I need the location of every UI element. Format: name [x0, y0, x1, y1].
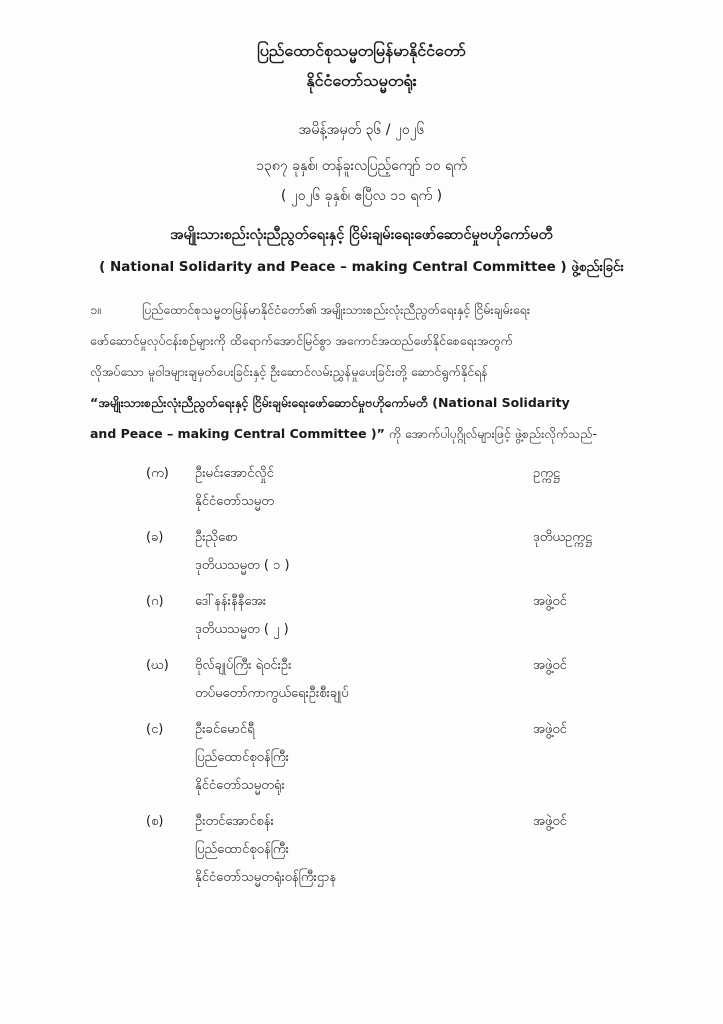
order-title-english: ( National Solidarity and Peace – making Central Committee ) ဖွဲ့စည်းခြင်း — [99, 259, 624, 275]
member-name: ဗိုလ်ချုပ်ကြီး ရဲဝင်းဦး — [195, 658, 292, 673]
member-role: အဖွဲ့ဝင် — [533, 658, 567, 673]
order-date-gregorian: ( ၂၀၂၆ ခုနှစ်၊ ဧပြီလ ၁၁ ရက် ) — [280, 188, 443, 204]
member-title: ပြည်ထောင်စုဝန်ကြီး — [195, 750, 289, 765]
paragraph-1 — [90, 294, 690, 449]
paragraph-line: ဖော်ဆောင်မှုလုပ်ငန်းစဉ်များကို ထိရောက်အောင်မြင်စွာ အကောင်အထည်ဖော်နိုင်စေရေးအတွက် — [90, 333, 513, 348]
order-date-myanmar: ၁၃၈၇ ခုနှစ်၊ တန်ခူးလပြည့်ကျော် ၁၀ ရက် — [256, 158, 467, 174]
member-name: ဦးတင်အောင်စန်း — [195, 814, 274, 829]
member-item — [0, 647, 723, 711]
paragraph-text: ပြည်ထောင်စုသမ္မတမြန်မာနိုင်ငံတော်၏ အမျိုးသားစည်းလုံးညီညွတ်ရေးနှင့် ငြိမ်းချမ်းရေး — [142, 302, 531, 317]
member-item — [0, 583, 723, 647]
member-label: (စ) — [146, 814, 164, 829]
member-label: (င) — [146, 722, 164, 737]
member-title: ဒုတိယသမ္မတ ( ၁ ) — [195, 558, 290, 573]
paragraph-line — [90, 418, 690, 449]
member-name: ဒေါ်နန်းနီနီအေး — [195, 594, 267, 609]
member-item — [0, 455, 723, 519]
member-title: နိုင်ငံတော်သမ္မတ — [195, 494, 274, 509]
order-number: အမိန့်အမှတ် ၃၆ / ၂၀၂၆ — [298, 122, 425, 138]
paragraph-line: လိုအပ်သော မူဝါဒများချမှတ်ပေးခြင်းနှင့် ဦးဆောင်လမ်းညွှန်မှုပေးခြင်းတို့ ဆောင်ရွက်နိုင်ရန် — [90, 364, 488, 379]
member-label: (ဂ) — [146, 594, 164, 609]
member-role: အဖွဲ့ဝင် — [533, 722, 567, 737]
paragraph-number: ၁။ — [90, 302, 101, 317]
committee-name-bold: “အမျိုးသားစည်းလုံးညီညွတ်ရေးနှင့် ငြိမ်းချမ်းရေးဖော်ဆောင်မှုဗဟိုကော်မတီ (National Solidarity — [90, 395, 570, 410]
member-title: တပ်မတော်ကာကွယ်ရေးဦးစီးချုပ် — [195, 686, 349, 701]
paragraph-line — [90, 294, 690, 325]
member-title-secondary: နိုင်ငံတော်သမ္မတရုံးဝန်ကြီးဌာန — [195, 870, 337, 885]
header-country: ပြည်ထောင်စုသမ္မတမြန်မာနိုင်ငံတော် — [257, 41, 466, 60]
header-office: နိုင်ငံတော်သမ္မတရုံး — [306, 71, 417, 90]
paragraph-text: ကို အောက်ပါပုဂ္ဂိုလ်များဖြင့် ဖွဲ့စည်းလိုက်သည်- — [384, 426, 597, 441]
member-name: ဦးခင်မောင်ရီ — [195, 722, 255, 737]
member-list — [0, 455, 723, 895]
member-label: (က) — [146, 466, 169, 481]
paragraph-line-bold — [90, 387, 690, 418]
member-title: ပြည်ထောင်စုဝန်ကြီး — [195, 842, 289, 857]
member-item — [0, 803, 723, 895]
member-role: အဖွဲ့ဝင် — [533, 814, 567, 829]
member-role: ဥက္ကဋ္ဌ — [533, 466, 560, 481]
member-title: ဒုတိယသမ္မတ ( ၂ ) — [195, 622, 289, 637]
member-item — [0, 519, 723, 583]
member-role: အဖွဲ့ဝင် — [533, 594, 567, 609]
member-name: ဦးညိုစော — [195, 530, 238, 545]
committee-name-bold-end: and Peace – making Central Committee )” — [90, 426, 385, 441]
member-role: ဒုတိယဥက္ကဋ္ဌ — [533, 530, 593, 545]
member-item — [0, 711, 723, 803]
order-title-burmese: အမျိုးသားစည်းလုံးညီညွတ်ရေးနှင့် ငြိမ်းချမ်းရေးဖော်ဆောင်မှုဗဟိုကော်မတီ — [170, 227, 553, 243]
member-title-secondary: နိုင်ငံတော်သမ္မတရုံး — [195, 778, 285, 793]
member-label: (ခ) — [146, 530, 164, 545]
member-name: ဦးမင်းအောင်လှိုင် — [195, 466, 274, 481]
member-label: (ဃ) — [146, 658, 169, 673]
